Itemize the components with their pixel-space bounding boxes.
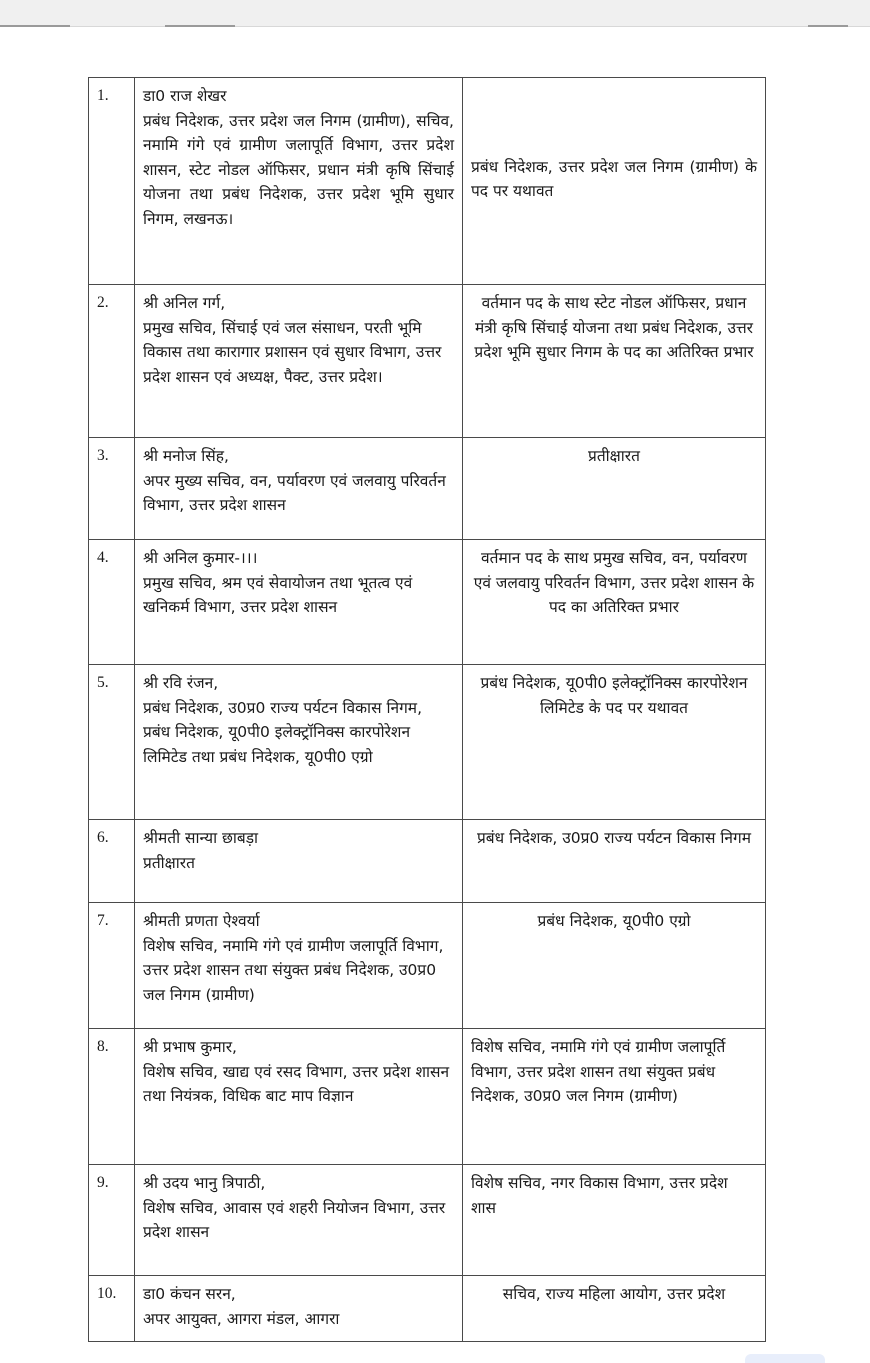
current-post: प्रमुख सचिव, सिंचाई एवं जल संसाधन, परती भूमि विकास तथा कारागार प्रशासन एवं सुधार विभाग, उत्तर प्रदेश शासन एवं अध्यक्ष, पैक्ट, उत्तर प्रदेश।	[143, 318, 442, 386]
officer-name: श्री रवि रंजन,	[143, 674, 219, 692]
table-row	[89, 903, 766, 1029]
current-post: प्रतीक्षारत	[143, 853, 195, 872]
new-post: वर्तमान पद के साथ प्रमुख सचिव, वन, पर्यावरण एवं जलवायु परिवर्तन विभाग, उत्तर प्रदेश शासन के पद का अतिरिक्त प्रभार	[473, 549, 755, 616]
current-post-cell	[135, 1029, 463, 1165]
officer-name: श्रीमती सान्या छाबड़ा	[143, 829, 259, 847]
current-post-cell	[135, 665, 463, 820]
table-row	[89, 1165, 766, 1276]
new-post-cell	[463, 285, 766, 438]
current-post-cell	[135, 820, 463, 903]
new-post-cell	[463, 1165, 766, 1276]
page-edge-shadow	[165, 25, 235, 27]
new-post-cell	[463, 665, 766, 820]
officer-name: डा0 कंचन सरन,	[143, 1285, 236, 1303]
officer-name: डा0 राज शेखर	[143, 87, 227, 105]
current-post: विशेष सचिव, आवास एवं शहरी नियोजन विभाग, उत्तर प्रदेश शासन	[143, 1198, 446, 1241]
new-post: प्रबंध निदेशक, यू0पी0 इलेक्ट्रॉनिक्स कारपोरेशन लिमिटेड के पद पर यथावत	[480, 674, 748, 717]
new-post-cell	[463, 78, 766, 285]
current-post-cell	[135, 78, 463, 285]
officer-name: श्री अनिल गर्ग,	[143, 294, 226, 312]
table-row	[89, 285, 766, 438]
floating-button-edge[interactable]	[745, 1354, 825, 1363]
page-edge-shadow	[808, 25, 848, 27]
table-row	[89, 1276, 766, 1342]
table-row	[89, 78, 766, 285]
serial-number: 9.	[89, 1165, 135, 1276]
new-post: प्रबंध निदेशक, उत्तर प्रदेश जल निगम (ग्रामीण) के पद पर यथावत	[471, 157, 757, 200]
serial-number: 2.	[89, 285, 135, 438]
new-post: प्रबंध निदेशक, यू0पी0 एग्रो	[537, 912, 691, 930]
current-post-cell	[135, 1276, 463, 1342]
serial-number: 7.	[89, 903, 135, 1029]
officer-name: श्री उदय भानु त्रिपाठी,	[143, 1174, 266, 1192]
serial-number: 10.	[89, 1276, 135, 1342]
new-post: वर्तमान पद के साथ स्टेट नोडल ऑफिसर, प्रधान मंत्री कृषि सिंचाई योजना तथा प्रबंध निदेशक, उत्तर प्रदेश भूमि सुधार निगम के पद का अतिरिक्त प्रभार	[474, 294, 754, 361]
serial-number: 5.	[89, 665, 135, 820]
current-post: विशेष सचिव, खाद्य एवं रसद विभाग, उत्तर प्रदेश शासन तथा नियंत्रक, विधिक बाट माप विज्ञान	[143, 1062, 450, 1105]
table-row	[89, 665, 766, 820]
table-row	[89, 540, 766, 665]
current-post: प्रमुख सचिव, श्रम एवं सेवायोजन तथा भूतत्व एवं खनिकर्म विभाग, उत्तर प्रदेश शासन	[143, 573, 413, 616]
new-post-cell	[463, 438, 766, 540]
current-post: विशेष सचिव, नमामि गंगे एवं ग्रामीण जलापूर्ति विभाग, उत्तर प्रदेश शासन तथा संयुक्त प्रबंध निदेशक, उ0प्र0 जल निगम (ग्रामीण)	[143, 936, 444, 1004]
new-post: प्रबंध निदेशक, उ0प्र0 राज्य पर्यटन विकास निगम	[476, 829, 752, 847]
current-post: अपर आयुक्त, आगरा मंडल, आगरा	[143, 1309, 340, 1328]
page-edge-shadow	[0, 25, 70, 27]
new-post-cell	[463, 540, 766, 665]
officer-name: श्री मनोज सिंह,	[143, 447, 229, 465]
new-post-cell	[463, 1029, 766, 1165]
officer-name: श्री प्रभाष कुमार,	[143, 1038, 237, 1056]
transfer-order-table	[88, 77, 766, 1342]
officer-name: श्रीमती प्रणता ऐश्वर्या	[143, 912, 260, 930]
current-post-cell	[135, 903, 463, 1029]
table-row	[89, 438, 766, 540]
serial-number: 3.	[89, 438, 135, 540]
new-post: विशेष सचिव, नगर विकास विभाग, उत्तर प्रदेश शास	[471, 1174, 728, 1217]
table-row	[89, 820, 766, 903]
current-post: अपर मुख्य सचिव, वन, पर्यावरण एवं जलवायु परिवर्तन विभाग, उत्तर प्रदेश शासन	[143, 471, 446, 514]
current-post-cell	[135, 438, 463, 540]
serial-number: 6.	[89, 820, 135, 903]
new-post-cell	[463, 903, 766, 1029]
viewer-top-bar	[0, 0, 870, 27]
current-post: प्रबंध निदेशक, उ0प्र0 राज्य पर्यटन विकास निगम, प्रबंध निदेशक, यू0पी0 इलेक्ट्रॉनिक्स कारपोरेशन लिमिटेड तथा प्रबंध निदेशक, यू0पी0 एग्रो	[143, 698, 423, 766]
new-post: विशेष सचिव, नमामि गंगे एवं ग्रामीण जलापूर्ति विभाग, उत्तर प्रदेश शासन तथा संयुक्त प्रबंध निदेशक, उ0प्र0 जल निगम (ग्रामीण)	[471, 1038, 726, 1105]
serial-number: 1.	[89, 78, 135, 285]
new-post: सचिव, राज्य महिला आयोग, उत्तर प्रदेश	[502, 1285, 726, 1303]
current-post: प्रबंध निदेशक, उत्तर प्रदेश जल निगम (ग्रामीण), सचिव, नमामि गंगे एवं ग्रामीण जलापूर्ति विभाग, उत्तर प्रदेश शासन, स्टेट नोडल ऑफिसर, प्रधान मंत्री कृषि सिंचाई योजना तथा प्रबंध निदेशक, उत्तर प्रदेश भूमि सुधार निगम, लखनऊ।	[143, 111, 454, 228]
new-post-cell	[463, 1276, 766, 1342]
current-post-cell	[135, 1165, 463, 1276]
new-post-cell	[463, 820, 766, 903]
serial-number: 8.	[89, 1029, 135, 1165]
current-post-cell	[135, 540, 463, 665]
serial-number: 4.	[89, 540, 135, 665]
new-post: प्रतीक्षारत	[588, 447, 640, 465]
table-row	[89, 1029, 766, 1165]
current-post-cell	[135, 285, 463, 438]
officer-name: श्री अनिल कुमार-।।।	[143, 549, 258, 567]
